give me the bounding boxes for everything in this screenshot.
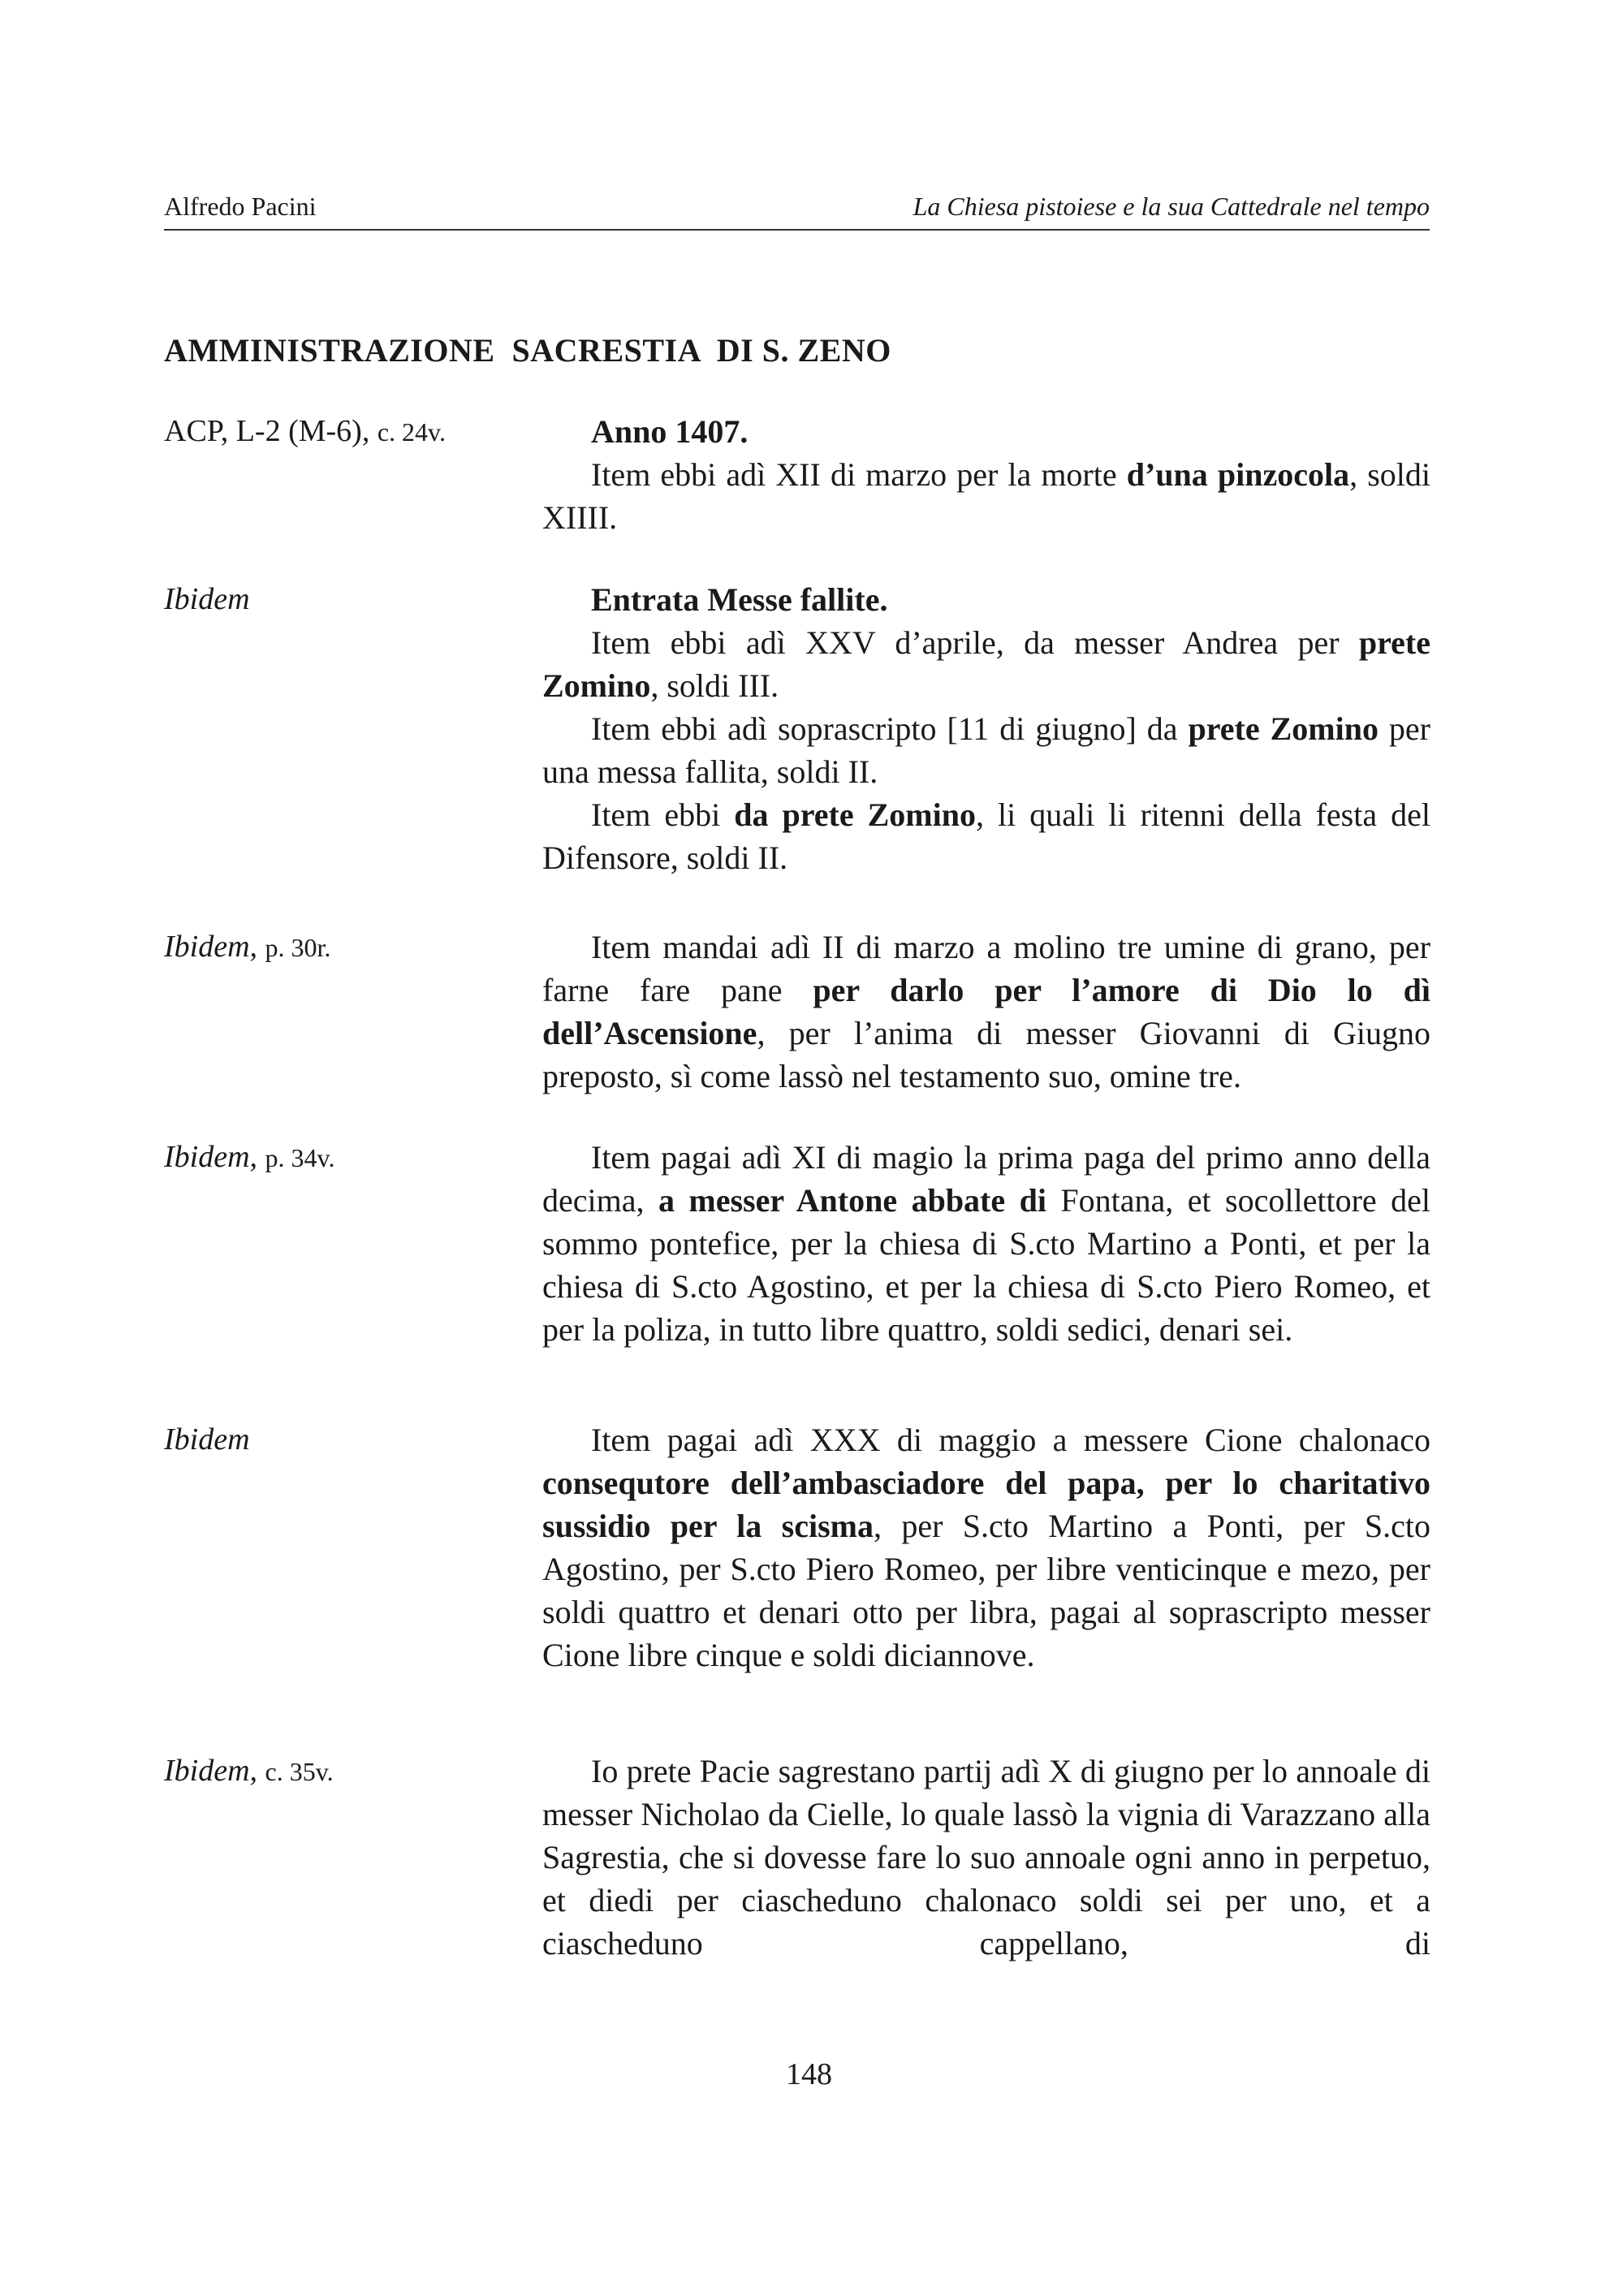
text-run: Item pagai adì XI di magio la prima paga del primo anno della decima, xyxy=(542,1139,1430,1219)
entry-body xyxy=(542,578,1430,879)
entry-body xyxy=(542,926,1430,1098)
text-run: Item ebbi adì XII di marzo per la morte xyxy=(591,456,1127,493)
page-number: 148 xyxy=(786,2057,832,2091)
reference-source: Ibidem, xyxy=(164,1140,265,1174)
reference-folio: p. 34v. xyxy=(265,1143,335,1172)
reference-folio: p. 30r. xyxy=(265,933,331,962)
entry-paragraph xyxy=(542,793,1430,879)
text-run: Item ebbi xyxy=(591,796,735,833)
header-author: Alfredo Pacini xyxy=(164,192,317,221)
reference-folio: c. 35v. xyxy=(265,1757,334,1786)
reference-source: Ibidem, xyxy=(164,930,265,964)
reference-source: ACP, L-2 (M-6), xyxy=(164,414,378,448)
entry-reference xyxy=(164,578,250,621)
text-run: Fontana, et socollettore del sommo pontefice, per la chiesa di S.cto Martino a Ponti, et per la chiesa di S.cto Agostino, et per la chiesa di S.cto Piero Romeo, et per la poliza, in tutto libre quattro, soldi sedici, denari sei. xyxy=(542,1182,1430,1348)
text-run: Item pagai adì XXX di maggio a messere Cione chalonaco xyxy=(591,1422,1430,1458)
entry-reference xyxy=(164,1418,250,1461)
entry-reference xyxy=(164,1750,334,1793)
reference-source: Ibidem xyxy=(164,1422,250,1457)
entry-paragraph xyxy=(542,1418,1430,1677)
entry-body xyxy=(542,1750,1430,1965)
entry-paragraph xyxy=(542,707,1430,793)
text-run: , per l’anima di messer Giovanni di Giugno preposto, sì come lassò nel testamento suo, omine tre. xyxy=(542,1015,1430,1094)
reference-source: Ibidem xyxy=(164,582,250,616)
reference-source: Ibidem, xyxy=(164,1754,265,1788)
bold-run: prete Zomino xyxy=(1188,710,1379,747)
entry-reference xyxy=(164,410,446,453)
entry-paragraph xyxy=(542,926,1430,1098)
bold-run: a messer Antone abbate di xyxy=(658,1182,1046,1219)
entry-heading: Anno 1407. xyxy=(591,413,749,450)
bold-run: consequtore dell’ambasciadore del papa, per lo charitativo sussidio per la scisma xyxy=(542,1465,1430,1544)
bold-run: d’una pinzocola xyxy=(1126,456,1350,493)
entry-reference xyxy=(164,1136,334,1179)
section-title: AMMINISTRAZIONE SACRESTIA DI S. ZENO xyxy=(164,332,891,369)
header-rule xyxy=(164,229,1430,231)
running-header xyxy=(164,188,1430,224)
entry-heading: Entrata Messe fallite. xyxy=(591,581,888,618)
entry-reference xyxy=(164,926,330,969)
text-run: per una messa fallita, soldi II. xyxy=(542,710,1431,790)
bold-run: per darlo per l’amore di Dio lo dì dell’Ascensione xyxy=(542,972,1431,1051)
entry-body xyxy=(542,1136,1430,1351)
bold-run: da prete Zomino xyxy=(734,796,976,833)
text-run: , li quali li ritenni della festa del Difensore, soldi II. xyxy=(542,796,1430,876)
text-run: Item mandai adì II di marzo a molino tre umine di grano, per farne fare pane xyxy=(542,929,1430,1008)
entry-paragraph xyxy=(542,621,1430,707)
entry-paragraph xyxy=(542,1136,1430,1351)
entry-body xyxy=(542,410,1430,539)
text-run: , soldi XIIII. xyxy=(542,456,1430,536)
entry-body xyxy=(542,1418,1430,1677)
text-run: , soldi III. xyxy=(650,667,779,704)
text-run: , per S.cto Martino a Ponti, per S.cto Agostino, per S.cto Piero Romeo, per libre venticinque e mezo, per soldi quattro et denari otto per libra, pagai al soprascripto messer Cione libre cinque e soldi diciannove. xyxy=(542,1508,1431,1673)
reference-folio: c. 24v. xyxy=(377,417,446,447)
text-run: Io prete Pacie sagrestano partij adì X di giugno per lo annoale di messer Nicholao da Cielle, lo quale lassò la vignia di Varazzano alla Sagrestia, che si dovesse fare lo suo annoale ogni anno in perpetuo, et diedi per ciascheduno chalonaco soldi sei per uno, et a ciascheduno cappellano, di xyxy=(542,1753,1430,1962)
header-title: La Chiesa pistoiese e la sua Cattedrale nel tempo xyxy=(913,192,1430,221)
bold-run: prete Zomino xyxy=(542,624,1430,704)
entry-paragraph xyxy=(542,1750,1430,1965)
text-run: Item ebbi adì XXV d’aprile, da messer Andrea per xyxy=(591,624,1359,661)
entry-paragraph xyxy=(542,453,1430,539)
text-run: Item ebbi adì soprascripto [11 di giugno] da xyxy=(591,710,1189,747)
